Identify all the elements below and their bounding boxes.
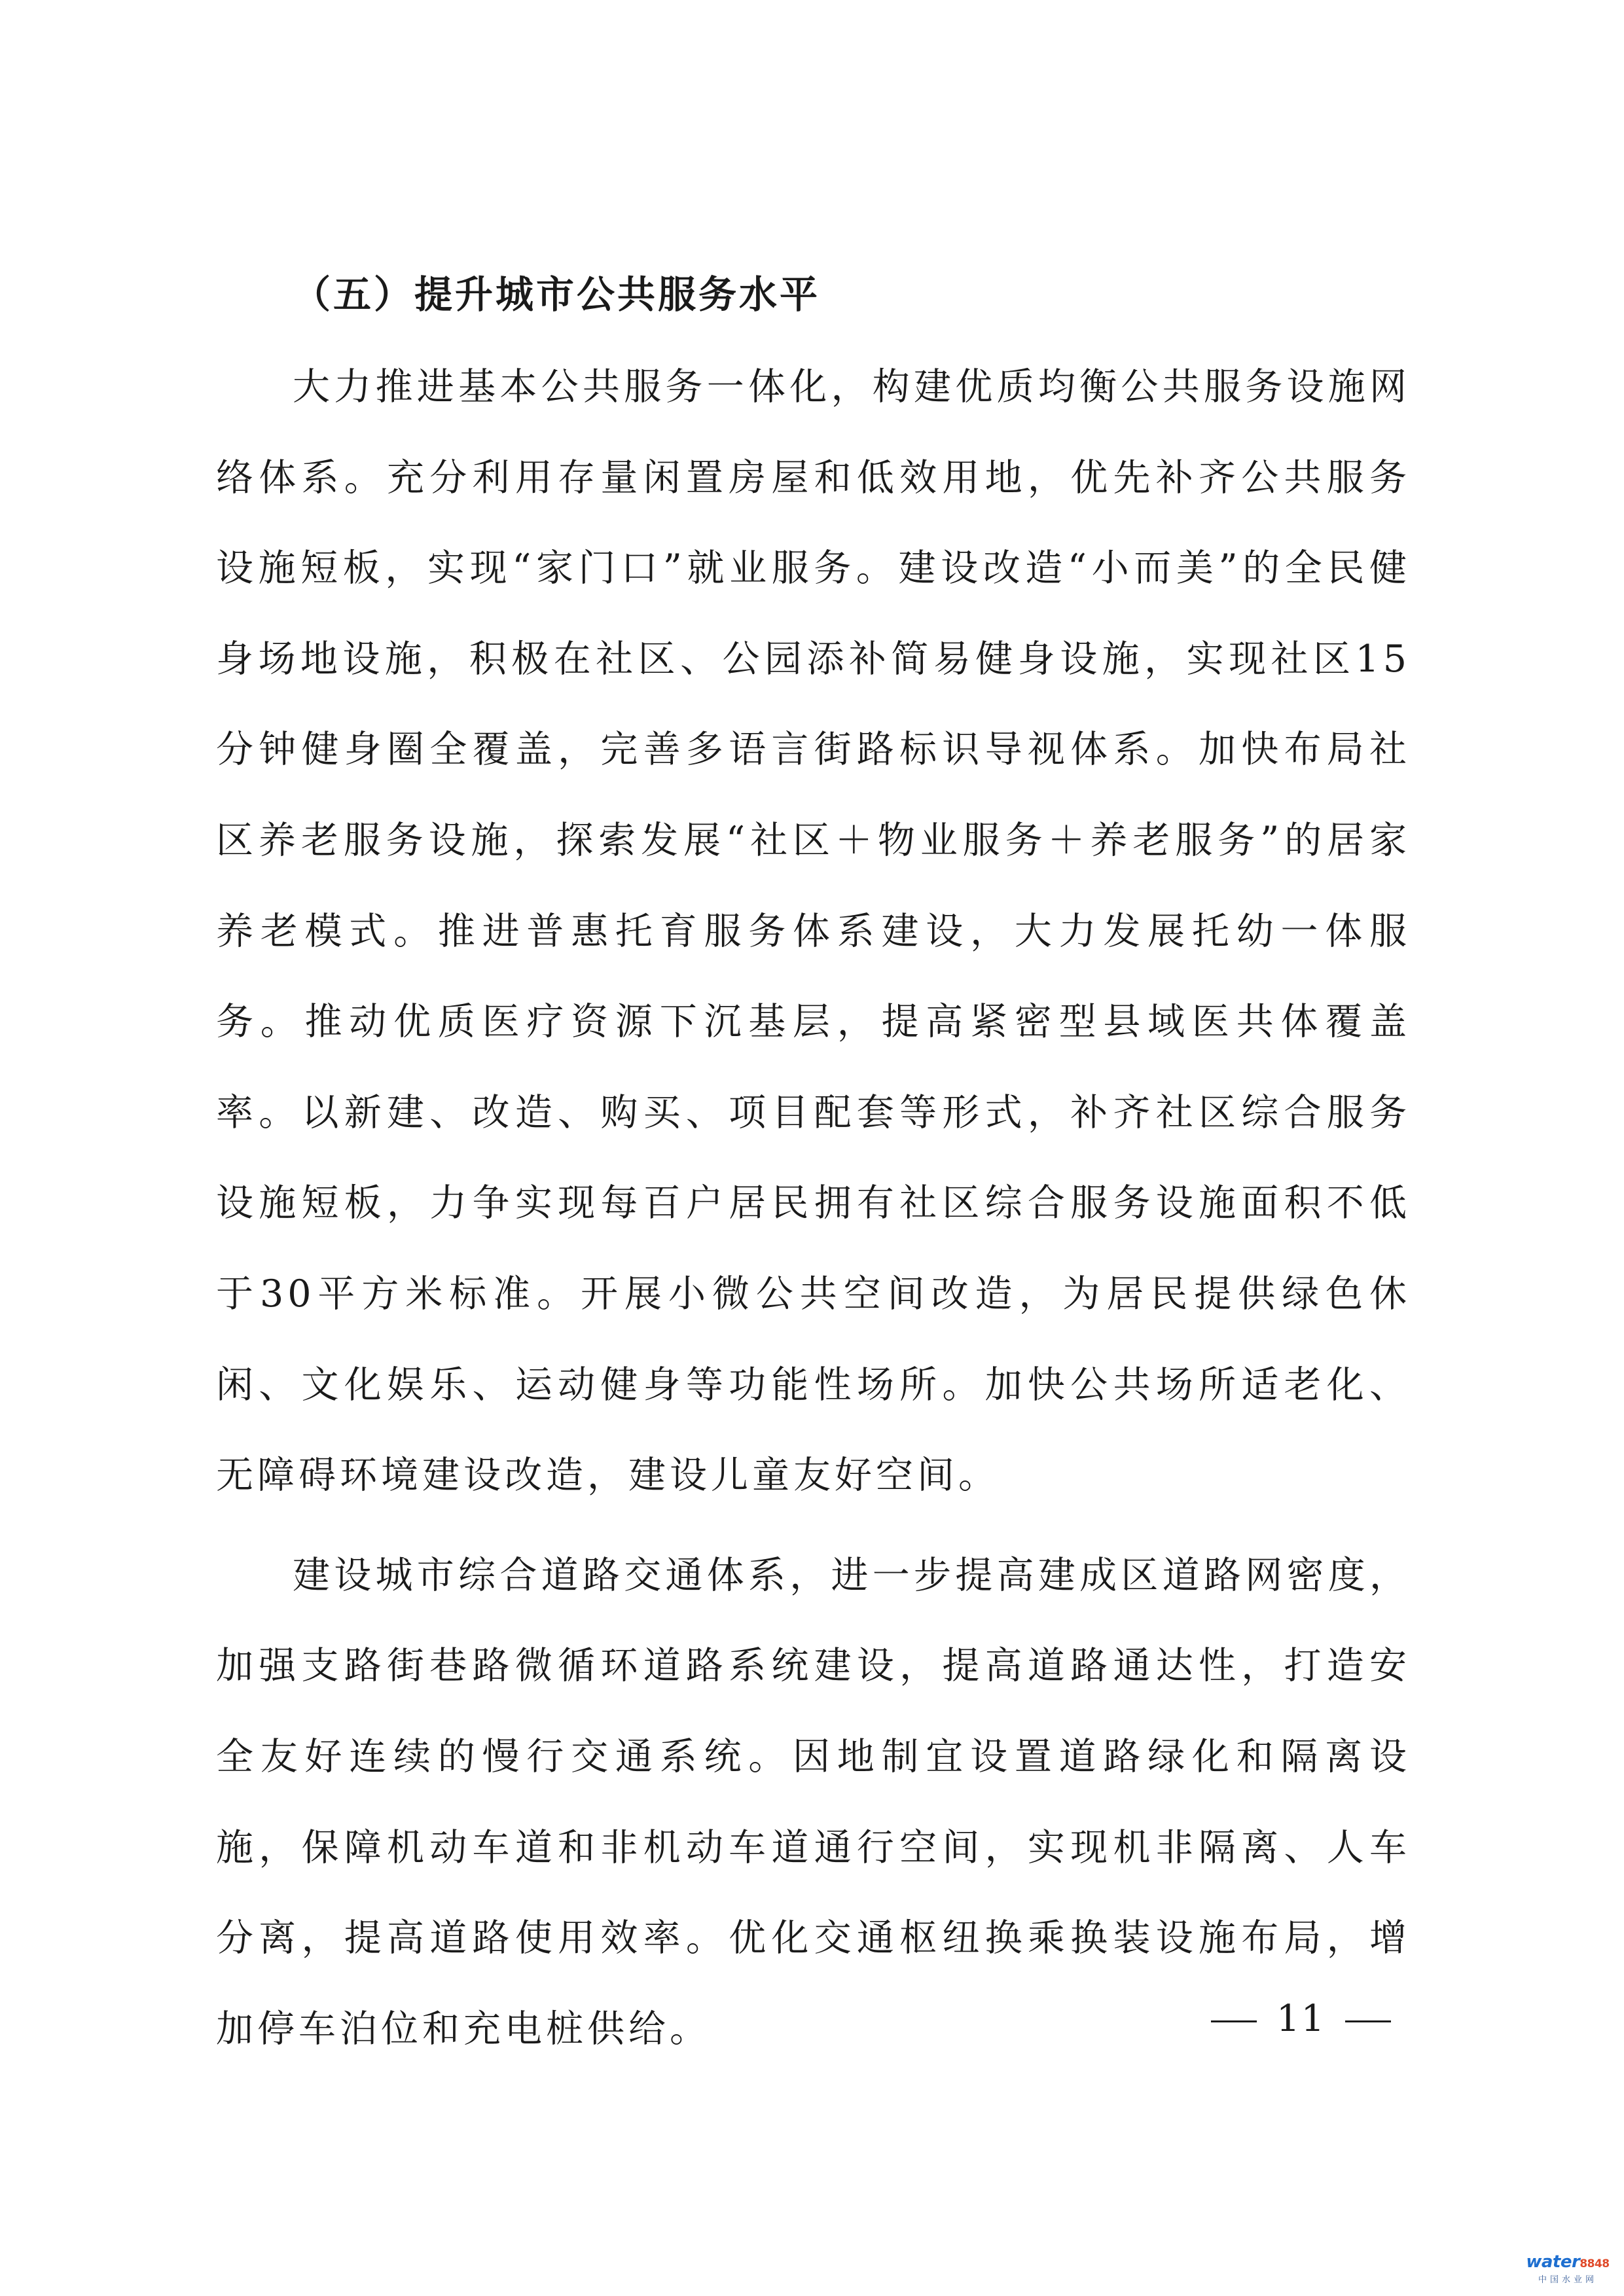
page-number-text: 11 (1276, 1998, 1326, 2040)
paragraph-road-transport: 建设城市综合道路交通体系，进一步提高建成区道路网密度，加强支路街巷路微循环道路系统建设，提高道路通达性，打造安全友好连续的慢行交通系统。因地制宜设置道路绿化和隔离设施，保障机动车道和非机动车道通行空间，实现机非隔离、人车分离，提高道路使用效率。优化交通枢纽换乘换装设施布局，增加停车泊位和充电桩供给。 (216, 1553, 1411, 2051)
page-number (1191, 1996, 1411, 2042)
watermark-logo-main: water (1526, 2252, 1580, 2272)
left-dash (1211, 2020, 1257, 2022)
site-watermark (1522, 2251, 1614, 2291)
watermark-logo (1522, 2251, 1614, 2274)
right-dash (1345, 2020, 1391, 2022)
paragraph-public-services: 大力推进基本公共服务一体化，构建优质均衡公共服务设施网络体系。充分利用存量闲置房屋和低效用地，优先补齐公共服务设施短板，实现“家门口”就业服务。建设改造“小而美”的全民健身场地设施，积极在社区、公园添补简易健身设施，实现社区15分钟健身圈全覆盖，完善多语言街路标识导视体系。加快布局社区养老服务设施，探索发展“社区＋物业服务＋养老服务”的居家养老模式。推进普惠托育服务体系建设，大力发展托幼一体服务。推动优质医疗资源下沉基层，提高紧密型县域医共体覆盖率。以新建、改造、购买、项目配套等形式，补齐社区综合服务设施短板，力争实现每百户居民拥有社区综合服务设施面积不低于30平方米标准。开展小微公共空间改造，为居民提供绿色休闲、文化娱乐、运动健身等功能性场所。加快公共场所适老化、无障碍环境建设改造，建设儿童友好空间。 (216, 365, 1411, 1498)
watermark-logo-accent: 8848 (1579, 2257, 1610, 2270)
section-heading: （五）提升城市公共服务水平 (293, 272, 821, 317)
watermark-subtitle: 中国水业网 (1538, 2275, 1597, 2285)
document-body (216, 262, 1411, 2074)
